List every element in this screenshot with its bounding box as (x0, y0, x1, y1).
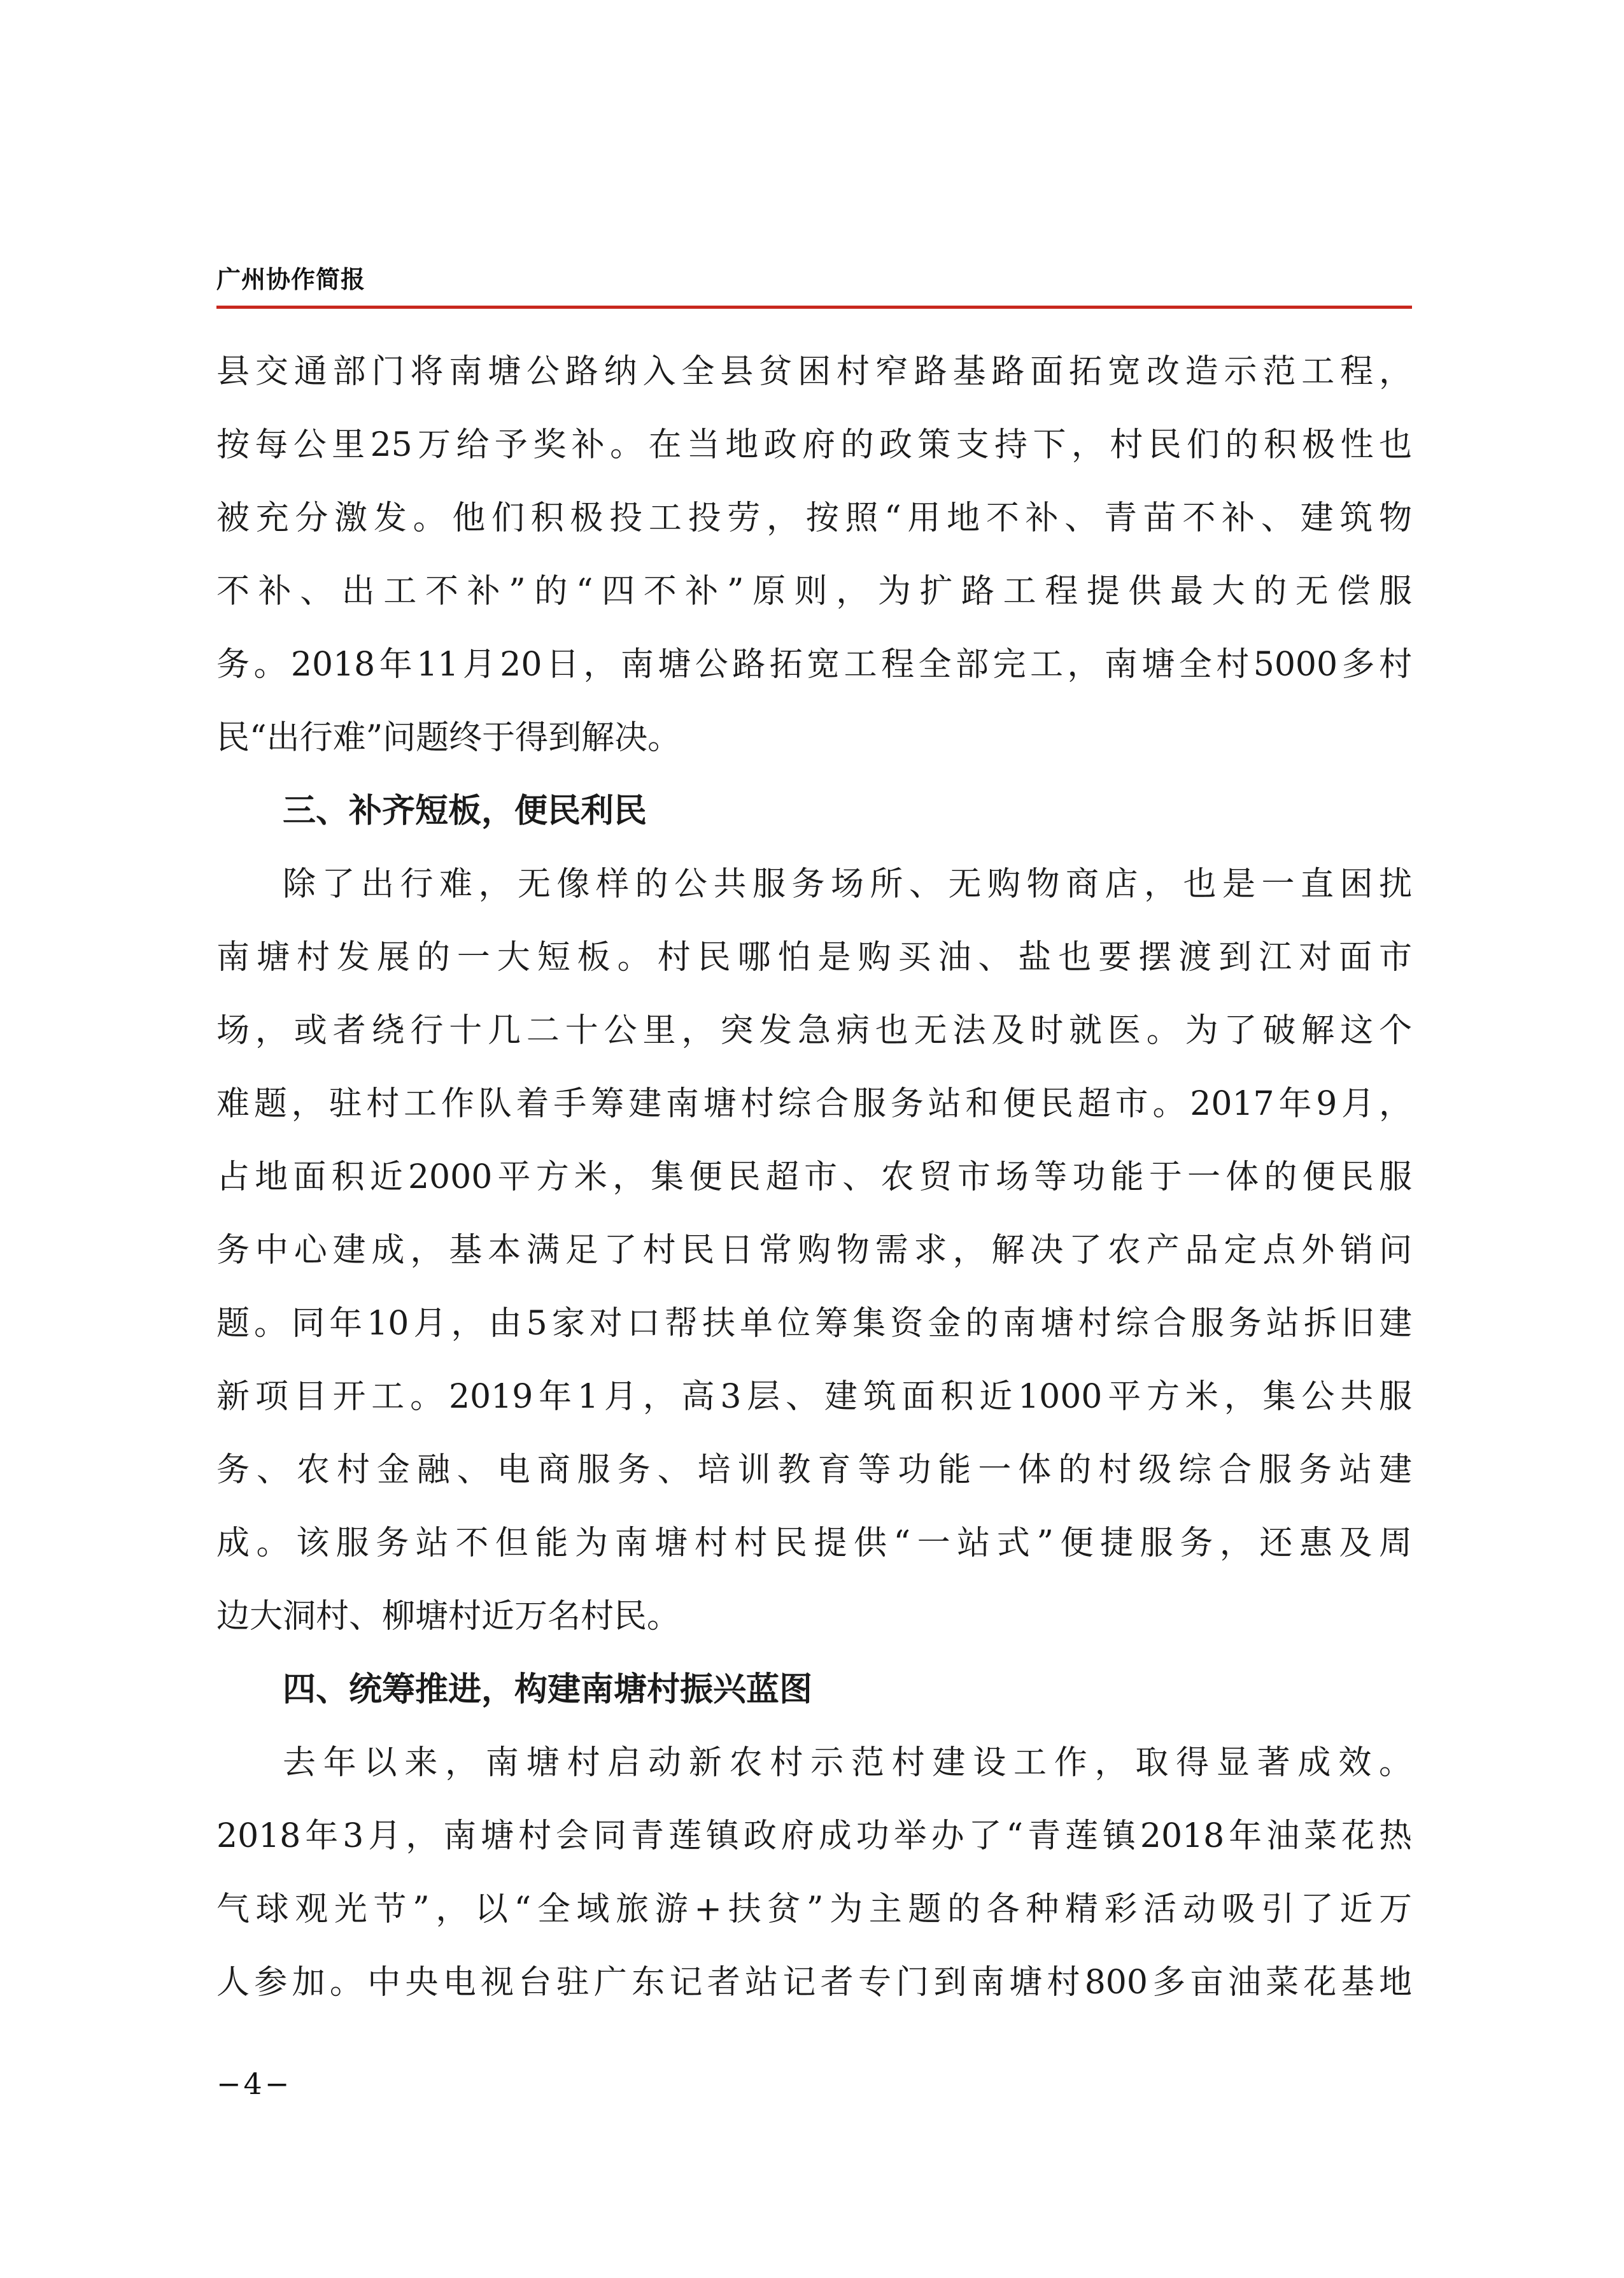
body-line: 务。2018年11月20日，南塘公路拓宽工程全部完工，南塘全村5000多村 (216, 646, 1412, 684)
body-line: 除了出行难，无像样的公共服务场所、无购物商店，也是一直困扰 (283, 865, 1412, 903)
body-line: 民“出行难”问题终于得到解决。 (216, 719, 681, 757)
section-heading-4: 四、统筹推进，构建南塘村振兴蓝图 (283, 1671, 813, 1709)
body-line: 成。该服务站不但能为南塘村村民提供“一站式”便捷服务，还惠及周 (216, 1524, 1412, 1562)
body-line: 按每公里25万给予奖补。在当地政府的政策支持下，村民们的积极性也 (216, 426, 1412, 464)
body-line: 务、农村金融、电商服务、培训教育等功能一体的村级综合服务站建 (216, 1451, 1412, 1489)
body-line: 人参加。中央电视台驻广东记者站记者专门到南塘村800多亩油菜花基地 (216, 1963, 1412, 2002)
body-line: 被充分激发。他们积极投工投劳，按照“用地不补、青苗不补、建筑物 (216, 499, 1412, 537)
section-heading-3: 三、补齐短板，便民利民 (283, 792, 647, 830)
header-divider (216, 306, 1412, 309)
body-line: 气球观光节”，以“全域旅游+扶贫”为主题的各种精彩活动吸引了近万 (216, 1890, 1412, 1928)
body-line: 县交通部门将南塘公路纳入全县贫困村窄路基路面拓宽改造示范工程， (216, 353, 1412, 391)
page-number: −4− (216, 2067, 292, 2101)
body-line: 题。同年10月，由5家对口帮扶单位筹集资金的南塘村综合服务站拆旧建 (216, 1305, 1412, 1343)
body-line: 不补、出工不补”的“四不补”原则，为扩路工程提供最大的无偿服 (216, 572, 1412, 611)
body-line: 务中心建成，基本满足了村民日常购物需求，解决了农产品定点外销问 (216, 1231, 1412, 1270)
article-body (216, 336, 1412, 2020)
body-line: 占地面积近2000平方米，集便民超市、农贸市场等功能于一体的便民服 (216, 1158, 1412, 1196)
body-line: 难题，驻村工作队着手筹建南塘村综合服务站和便民超市。2017年9月， (216, 1085, 1412, 1123)
body-line: 边大洞村、柳塘村近万名村民。 (216, 1597, 681, 1636)
body-line: 新项目开工。2019年1月，高3层、建筑面积近1000平方米，集公共服 (216, 1378, 1412, 1416)
body-line: 场，或者绕行十几二十公里，突发急病也无法及时就医。为了破解这个 (216, 1012, 1412, 1050)
body-line: 去年以来，南塘村启动新农村示范村建设工作，取得显著成效。 (283, 1744, 1412, 1782)
body-line: 南塘村发展的一大短板。村民哪怕是购买油、盐也要摆渡到江对面市 (216, 938, 1412, 977)
header-title: 广州协作简报 (216, 265, 366, 294)
body-line: 2018年3月，南塘村会同青莲镇政府成功举办了“青莲镇2018年油菜花热 (216, 1817, 1412, 1855)
